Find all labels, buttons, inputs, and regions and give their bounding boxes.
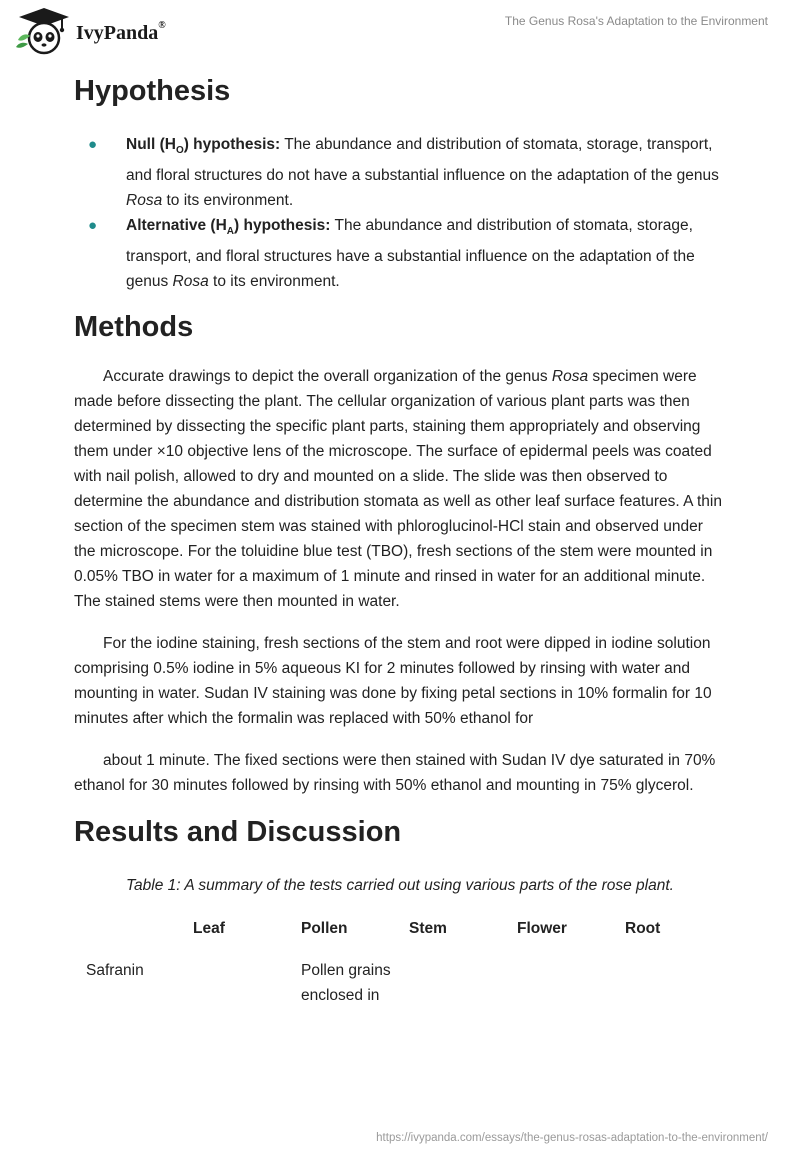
table-cell (193, 942, 301, 1008)
table-cell (625, 942, 715, 1008)
table-caption: Table 1: A summary of the tests carried out using various parts of the rose plant. (126, 877, 674, 895)
table-header-cell: Leaf (193, 920, 225, 938)
table-header-cell: Pollen (301, 920, 348, 938)
table-cell: Safranin (86, 962, 144, 980)
hypothesis-heading: Hypothesis (74, 75, 231, 107)
essay-content (74, 70, 726, 1008)
tests-table (86, 916, 715, 1008)
results-heading: Results and Discussion (74, 816, 402, 849)
table-header-row (86, 916, 715, 942)
table-header-cell: Flower (517, 920, 567, 938)
table-header-cell: Stem (409, 920, 447, 938)
table-cell (409, 942, 517, 1008)
table-header-cell: Root (625, 920, 661, 938)
document-title: The Genus Rosa's Adaptation to the Environment (504, 14, 768, 28)
source-url[interactable]: https://ivypanda.com/essays/the-genus-rosas-adaptation-to-the-environment/ (376, 1132, 768, 1144)
table-cell (517, 942, 625, 1008)
bullet-icon: ● (88, 136, 98, 153)
list-item: ● Alternative $(H_A)$ hypothesis: The abundance and distribution of stomata, storage, transport, and floral structures have a substantial influence on the adaptation of the genus Rosa to its environment. (74, 213, 726, 294)
bullet-icon: ● (88, 217, 98, 235)
methods-paragraph: about 1 minute. The fixed sections were then stained with Sudan IV dye saturated in 70% ethanol for 30 minutes followed by rinsing with 50% ethanol and mounting in 75% glycerol. (74, 752, 716, 795)
list-item: ● Null $(H_O)$ hypothesis: The abundance and distribution of stomata, storage, transport, and floral structures do not have a substantial influence on the adaptation of the genus Rosa to its environment. (74, 132, 726, 213)
table-header-cell (86, 916, 193, 942)
methods-heading: Methods (74, 311, 194, 344)
panda-graduate-icon (15, 6, 73, 56)
methods-paragraph: Accurate drawings to depict the overall organization of the genus Rosa specimen were made before dissecting the plant. The cellular organization of various plant parts was then determined by dissecting the specific plant parts, staining them appropriately and observing them under ×10 objective lens of the microscope. The surface of epidermal peels was coated with nail polish, allowed to dry and mounted on a slide. The slide was then observed to determine the abundance and distribution stomata as well as other leaf surface features. A thin section of the specimen stem was stained with phloroglucinol-HCl stain and observed under the microscope. For the toluidine blue test (TBO), fresh sections of the stem were mounted in 0.05% TBO in water for a maximum of 1 minute and rinsed in water for an additional minute. The stained stems were then mounted in water. (74, 368, 722, 611)
page-header (0, 0, 800, 60)
hypothesis-list (74, 132, 726, 294)
brand-name: IvyPanda® (76, 19, 166, 44)
ivypanda-logo[interactable] (15, 6, 166, 56)
methods-paragraph: For the iodine staining, fresh sections of the stem and root were dipped in iodine solution comprising 0.5% iodine in 5% aqueous KI for 2 minutes followed by rinsing with water and mounting in water. Sudan IV staining was done by fixing petal sections in 10% formalin for 10 minutes after which the formalin was replaced with 50% ethanol for (74, 635, 712, 728)
table-row (86, 942, 715, 1008)
table-cell: Pollen grains enclosed in (301, 962, 391, 1005)
